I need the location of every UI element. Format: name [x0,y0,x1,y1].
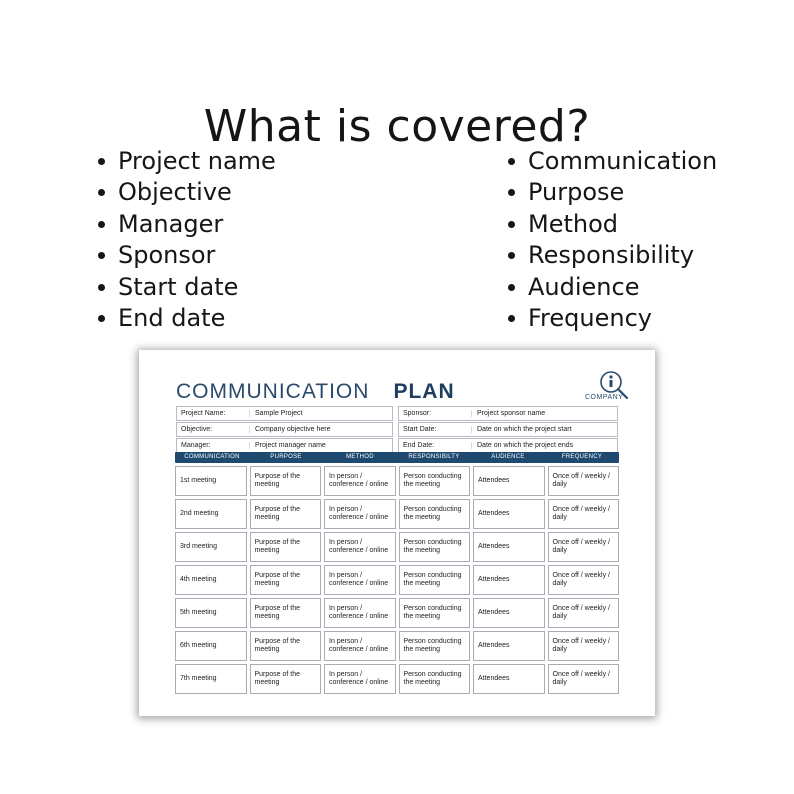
table-cell: Attendees [473,664,545,694]
info-label: End Date: [399,442,472,449]
bullet-item: Start date [96,272,276,303]
table-cell: 1st meeting [175,466,247,496]
communication-table [175,452,619,694]
project-info-left [176,406,393,454]
table-cell: 4th meeting [175,565,247,595]
bullet-item: Responsibility [506,240,717,271]
info-value: Date on which the project start [477,426,572,433]
table-cell: Attendees [473,598,545,628]
bullet-list-right [506,146,717,334]
info-row [176,422,393,437]
table-cell: Purpose of the meeting [250,466,322,496]
table-cell: Attendees [473,565,545,595]
info-label: Sponsor: [399,410,472,417]
table-row [175,631,619,661]
table-cell: In person / conference / online [324,598,396,628]
info-row [398,438,618,453]
table-row [175,499,619,529]
table-cell: Purpose of the meeting [250,532,322,562]
table-cell: In person / conference / online [324,664,396,694]
info-row [398,422,618,437]
doc-title-bold: PLAN [393,380,455,403]
info-label: Manager: [177,442,250,449]
bullet-item: Frequency [506,303,717,334]
bullet-item: Manager [96,209,276,240]
table-cell: Purpose of the meeting [250,499,322,529]
table-cell: Person conducting the meeting [399,664,471,694]
column-header: RESPONSIBILTY [408,454,460,460]
info-row [176,438,393,453]
bullet-item: Audience [506,272,717,303]
table-cell: 2nd meeting [175,499,247,529]
bullet-item: Objective [96,177,276,208]
table-cell: In person / conference / online [324,466,396,496]
table-cell: Attendees [473,631,545,661]
bullet-item: Sponsor [96,240,276,271]
table-cell: 7th meeting [175,664,247,694]
table-cell: Once off / weekly / daily [548,565,620,595]
column-header: METHOD [346,454,374,460]
table-cell: Purpose of the meeting [250,598,322,628]
info-label: Project Name: [177,410,250,417]
table-cell: Purpose of the meeting [250,565,322,595]
company-logo-icon [594,368,634,408]
table-cell: 5th meeting [175,598,247,628]
table-cell: Person conducting the meeting [399,499,471,529]
table-cell: Once off / weekly / daily [548,598,620,628]
communication-plan-preview [139,350,655,716]
column-header: FREQUENCY [561,454,603,460]
table-cell: In person / conference / online [324,631,396,661]
table-header [175,452,619,463]
bullet-item: End date [96,303,276,334]
doc-title-light: COMMUNICATION [176,380,370,403]
table-body [175,466,619,694]
table-cell: Purpose of the meeting [250,664,322,694]
table-cell: Person conducting the meeting [399,466,471,496]
info-label: Objective: [177,426,250,433]
bullet-item: Project name [96,146,276,177]
info-value: Project sponsor name [477,410,546,417]
table-row [175,565,619,595]
table-cell: Attendees [473,466,545,496]
table-cell: Person conducting the meeting [399,532,471,562]
column-header: PURPOSE [270,454,302,460]
table-cell: 3rd meeting [175,532,247,562]
table-cell: Attendees [473,499,545,529]
table-cell: Attendees [473,532,545,562]
table-cell: Once off / weekly / daily [548,466,620,496]
info-value: Company objective here [255,426,331,433]
table-cell: Person conducting the meeting [399,598,471,628]
table-cell: Once off / weekly / daily [548,532,620,562]
info-row [176,406,393,421]
doc-title [176,380,455,404]
table-cell: Once off / weekly / daily [548,664,620,694]
table-row [175,532,619,562]
bullet-item: Method [506,209,717,240]
project-info-right [398,406,618,454]
table-cell: Once off / weekly / daily [548,499,620,529]
table-cell: Person conducting the meeting [399,631,471,661]
info-row [398,406,618,421]
info-value: Sample Project [255,410,303,417]
column-header: COMMUNICATION [184,454,240,460]
info-label: Start Date: [399,426,472,433]
table-cell: Purpose of the meeting [250,631,322,661]
bullet-list-left [96,146,276,334]
bullet-item: Communication [506,146,717,177]
table-row [175,466,619,496]
table-cell: Once off / weekly / daily [548,631,620,661]
bullet-item: Purpose [506,177,717,208]
table-cell: In person / conference / online [324,532,396,562]
page-title: What is covered? [203,101,591,153]
table-row [175,598,619,628]
table-row [175,664,619,694]
info-value: Project manager name [255,442,326,449]
column-header: AUDIENCE [491,454,525,460]
logo-text: COMPANY [585,394,624,401]
table-cell: In person / conference / online [324,499,396,529]
info-value: Date on which the project ends [477,442,574,449]
table-cell: In person / conference / online [324,565,396,595]
table-cell: 6th meeting [175,631,247,661]
table-cell: Person conducting the meeting [399,565,471,595]
